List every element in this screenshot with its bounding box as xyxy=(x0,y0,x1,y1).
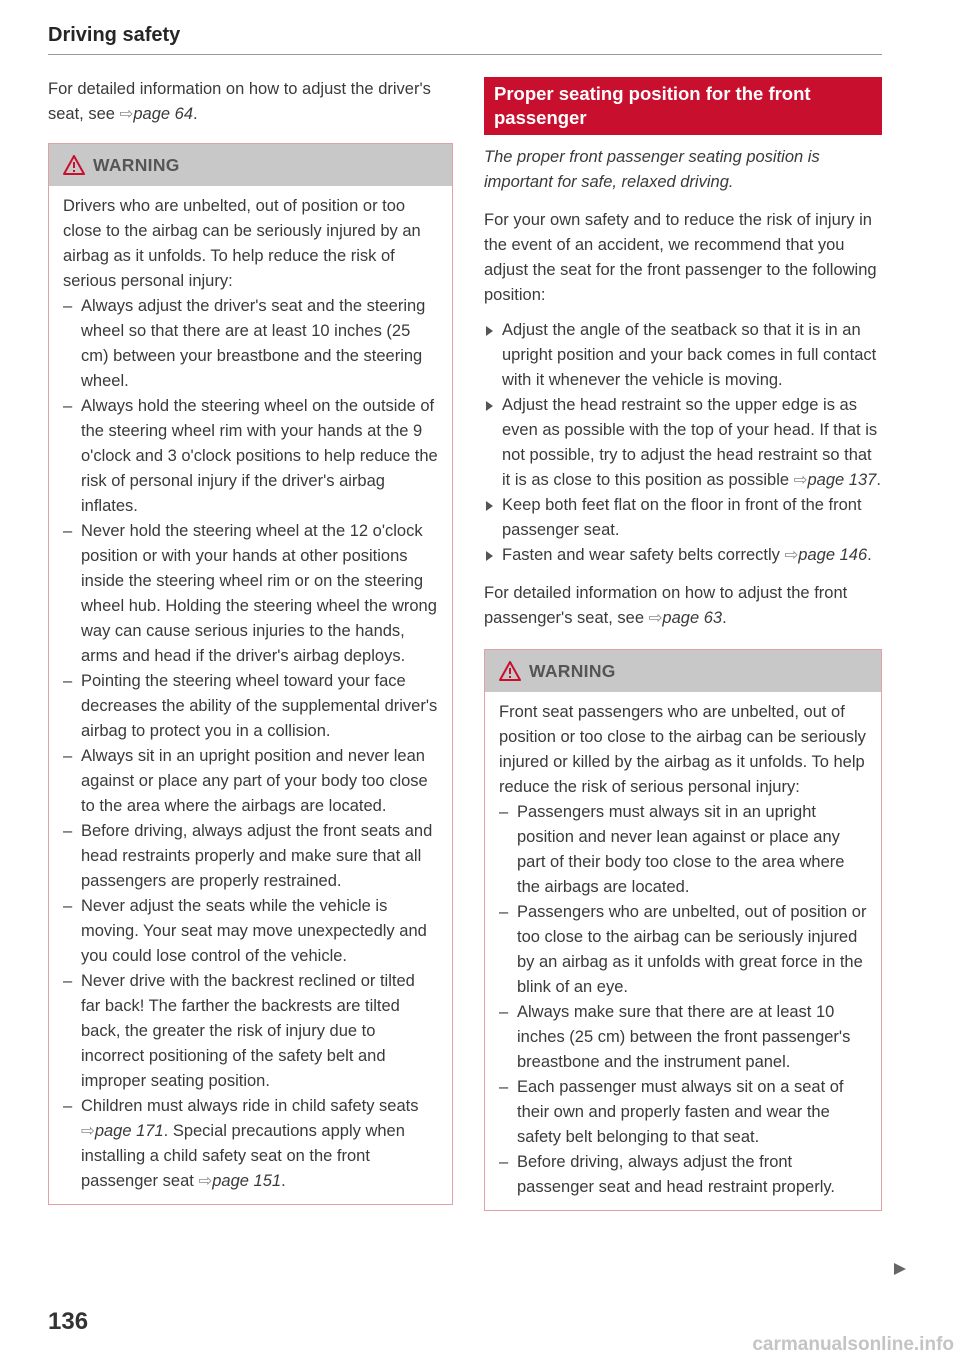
step-item: Keep both feet flat on the floor in front of the front passenger seat. xyxy=(484,493,882,543)
page-ref-link[interactable]: page 63 xyxy=(662,609,723,627)
warning-body xyxy=(49,186,452,1204)
warning-intro: Drivers who are unbelted, out of position or too close to the airbag can be seriously injured by an airbag as it unfolds. To help reduce the risk of serious personal injury: xyxy=(63,197,421,290)
section-heading: Proper seating position for the front passenger xyxy=(484,77,882,135)
warning-item: – Never adjust the seats while the vehicle is moving. Your seat may move unexpectedly and you could lose control of the vehicle. xyxy=(63,894,438,969)
warning-item: – Always hold the steering wheel on the outside of the steering wheel rim with your hands at the 9 o'clock and 3 o'clock positions to help reduce the risk of personal injury if the driver's airbag inflates. xyxy=(63,394,438,519)
step-item: Adjust the head restraint so the upper edge is as even as possible with the top of your head. If that is not possible, try to adjust the head restraint so that it is as close to this position as possible ⇨page 137. xyxy=(484,393,882,493)
left-column xyxy=(48,77,453,1205)
warning-header xyxy=(485,650,881,692)
step-list xyxy=(484,318,882,568)
page-ref-link[interactable]: page 137 xyxy=(807,471,877,489)
warning-item: – Before driving, always adjust the front passenger seat and head restraint properly. xyxy=(499,1150,867,1200)
step-item: Fasten and wear safety belts correctly ⇨page 146. xyxy=(484,543,882,568)
warning-item: – Never drive with the backrest reclined or tilted far back! The farther the backrests are tilted back, the greater the risk of injury due to incorrect positioning of the safety belt and improper seating position. xyxy=(63,969,438,1094)
warning-triangle-icon xyxy=(499,661,521,681)
warning-item: – Children must always ride in child safety seats ⇨page 171. Special precautions apply when installing a child safety seat on the front passenger seat ⇨page 151. xyxy=(63,1094,438,1194)
page-header xyxy=(48,24,882,55)
xref-arrow: ⇨ xyxy=(81,1122,95,1140)
continue-arrow-icon xyxy=(893,1263,907,1275)
warning-title: WARNING xyxy=(529,660,616,681)
xref-arrow: ⇨ xyxy=(793,471,808,489)
xref-arrow: ⇨ xyxy=(648,609,663,627)
warning-body xyxy=(485,692,881,1210)
warning-item: – Before driving, always adjust the front seats and head restraints properly and make sure that all passengers are properly restrained. xyxy=(63,819,438,894)
warning-item: – Always adjust the driver's seat and the steering wheel so that there are at least 10 inches (25 cm) between your breastbone and the steering wheel. xyxy=(63,294,438,394)
driver-seat-intro: For detailed information on how to adjust the driver's seat, see ⇨page 64. xyxy=(48,80,431,123)
xref-arrow: ⇨ xyxy=(198,1172,213,1190)
watermark-logo xyxy=(726,1326,956,1358)
section-paragraph: For your own safety and to reduce the risk of injury in the event of an accident, we recommend that you adjust the seat for the front passenger to the following position: xyxy=(484,211,877,304)
xref-arrow: ⇨ xyxy=(784,546,799,564)
step-item: Adjust the angle of the seatback so that it is in an upright position and your back comes in full contact with it whenever the vehicle is moving. xyxy=(484,318,882,393)
warning-intro: Front seat passengers who are unbelted, out of position or too close to the airbag can be seriously injured or killed by the airbag as it unfolds. To help reduce the risk of serious personal injury: xyxy=(499,703,866,796)
xref-arrow: ⇨ xyxy=(119,105,134,123)
warning-triangle-icon xyxy=(63,155,85,175)
driver-warning-box xyxy=(48,143,453,1205)
warning-item: – Always make sure that there are at least 10 inches (25 cm) between the front passenger's breastbone and the instrument panel. xyxy=(499,1000,867,1075)
warning-item: – Passengers who are unbelted, out of position or too close to the airbag can be seriously injured by an airbag as it unfolds with great force in the blink of an eye. xyxy=(499,900,867,1000)
warning-list xyxy=(499,800,867,1200)
section-title: Driving safety xyxy=(48,24,181,46)
page-number: 136 xyxy=(48,1308,89,1335)
warning-item: – Always sit in an upright position and never lean against or place any part of your body too close to the area where the airbags are located. xyxy=(63,744,438,819)
warning-header xyxy=(49,144,452,186)
warning-item: – Each passenger must always sit on a seat of their own and properly fasten and wear the safety belt belonging to that seat. xyxy=(499,1075,867,1150)
section-lead: The proper front passenger seating position is important for safe, relaxed driving. xyxy=(484,148,820,191)
right-column xyxy=(484,77,882,1211)
page-ref-link[interactable]: page 146 xyxy=(798,546,868,564)
warning-list xyxy=(63,294,438,1194)
page-ref-link[interactable]: page 64 xyxy=(133,105,194,123)
warning-item: – Passengers must always sit in an upright position and never lean against or place any part of their body too close to the area where the airbags are located. xyxy=(499,800,867,900)
passenger-seat-detail: For detailed information on how to adjust the front passenger's seat, see ⇨page 63. xyxy=(484,584,848,627)
watermark-text: carmanualsonline.info xyxy=(752,1334,954,1355)
page-ref-link[interactable]: page 151 xyxy=(212,1172,282,1190)
warning-item: – Pointing the steering wheel toward your face decreases the ability of the supplemental driver's airbag to protect you in a collision. xyxy=(63,669,438,744)
page-ref-link[interactable]: page 171 xyxy=(94,1122,164,1140)
warning-item: – Never hold the steering wheel at the 12 o'clock position or with your hands at other positions inside the steering wheel rim or on the steering wheel hub. Holding the steering wheel the wrong way can cause serious injuries to the hands, arms and head if the driver's airbag deploys. xyxy=(63,519,438,669)
warning-title: WARNING xyxy=(93,154,180,175)
passenger-warning-box xyxy=(484,649,882,1211)
header-divider xyxy=(48,54,882,55)
